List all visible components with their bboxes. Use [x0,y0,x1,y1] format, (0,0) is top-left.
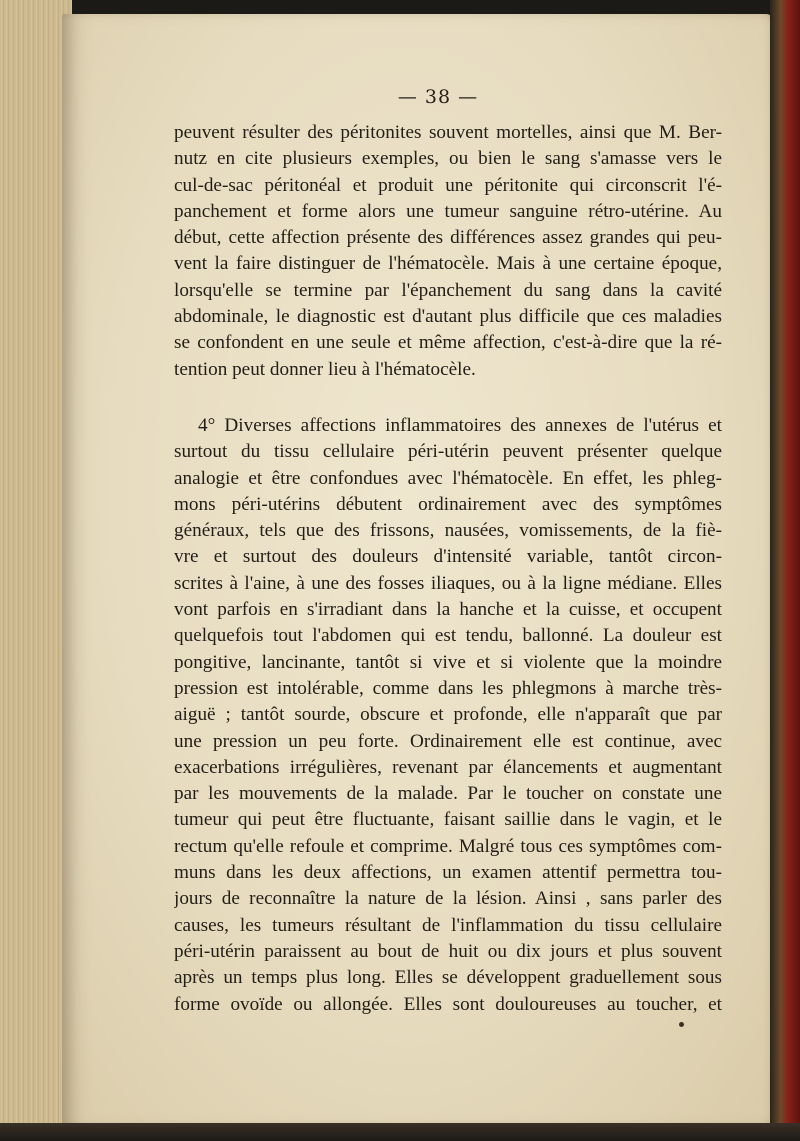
text-line: nutz en cite plusieurs exemples, ou bien le sang s'amasse vers le [174,148,722,170]
text-line: jours de reconnaître la nature de la lésion. Ainsi , sans parler des [174,888,722,910]
ink-speck [679,1022,684,1027]
text-line: quelquefois tout l'abdomen qui est tendu, ballonné. La douleur est [174,625,722,647]
text-line: vre et surtout des douleurs d'intensité variable, tantôt circon- [174,546,722,568]
text-line: scrites à l'aine, à une des fosses iliaques, ou à la ligne médiane. Elles [174,572,722,594]
book-cover-edge [770,0,800,1141]
text-line: péri-utérin paraissent au bout de huit ou dix jours et plus souvent [174,940,722,962]
paragraph-gap [174,383,722,413]
body-text [174,120,722,1018]
text-line: muns dans les deux affections, un examen attentif permettra tou- [174,862,722,884]
text-line: aiguë ; tantôt sourde, obscure et profonde, elle n'apparaît que par [174,704,722,726]
text-line: surtout du tissu cellulaire péri-utérin peuvent présenter quelque [174,441,722,463]
text-line: par les mouvements de la malade. Par le toucher on constate une [174,783,722,805]
text-line: cul-de-sac péritonéal et produit une péritonite qui circonscrit l'é- [174,174,722,196]
bottom-shadow [0,1123,800,1141]
text-line: mons péri-utérins débutent ordinairement avec des symptômes [174,493,722,515]
text-line: tention peut donner lieu à l'hématocèle. [174,358,476,380]
text-line: forme ovoïde ou allongée. Elles sont douloureuses au toucher, et [174,993,722,1015]
text-line: tumeur qui peut être fluctuante, faisant saillie dans le vagin, et le [174,809,722,831]
text-line: pression est intolérable, comme dans les phlegmons à marche très- [174,677,722,699]
text-line: rectum qu'elle refoule et comprime. Malgré tous ces symptômes com- [174,835,722,857]
text-line: une pression un peu forte. Ordinairement elle est continue, avec [174,730,722,752]
text-line: lorsqu'elle se termine par l'épanchement du sang dans la cavité [174,279,722,301]
text-line: se confondent en une seule et même affection, c'est-à-dire que la ré- [174,332,722,354]
text-line: analogie et être confondues avec l'hématocèle. En effet, les phleg- [174,467,722,489]
text-line: causes, les tumeurs résultant de l'inflammation du tissu cellulaire [174,914,722,936]
text-line: après un temps plus long. Elles se développent graduellement sous [174,967,722,989]
text-line: panchement et forme alors une tumeur sanguine rétro-utérine. Au [174,200,722,222]
text-line: 4° Diverses affections inflammatoires des annexes de l'utérus et [198,414,722,436]
text-line: peuvent résulter des péritonites souvent mortelles, ainsi que M. Ber- [174,122,722,143]
text-line: début, cette affection présente des différences assez grandes qui peu- [174,227,722,249]
paragraph-1 [174,120,722,383]
text-line: exacerbations irrégulières, revenant par élancements et augmentant [174,756,722,778]
text-line: vent la faire distinguer de l'hématocèle. Mais à une certaine époque, [174,253,722,275]
text-line: abdominale, le diagnostic est d'autant plus difficile que ces maladies [174,306,722,328]
paragraph-2 [174,413,722,1018]
text-line: vont parfois en s'irradiant dans la hanche et la cuisse, et occupent [174,599,722,621]
text-line: généraux, tels que des frissons, nausées, vomissements, de la fiè- [174,520,722,542]
text-line: pongitive, lancinante, tantôt si vive et si violente que la moindre [174,651,722,673]
page-number: — 38 — [397,86,479,108]
